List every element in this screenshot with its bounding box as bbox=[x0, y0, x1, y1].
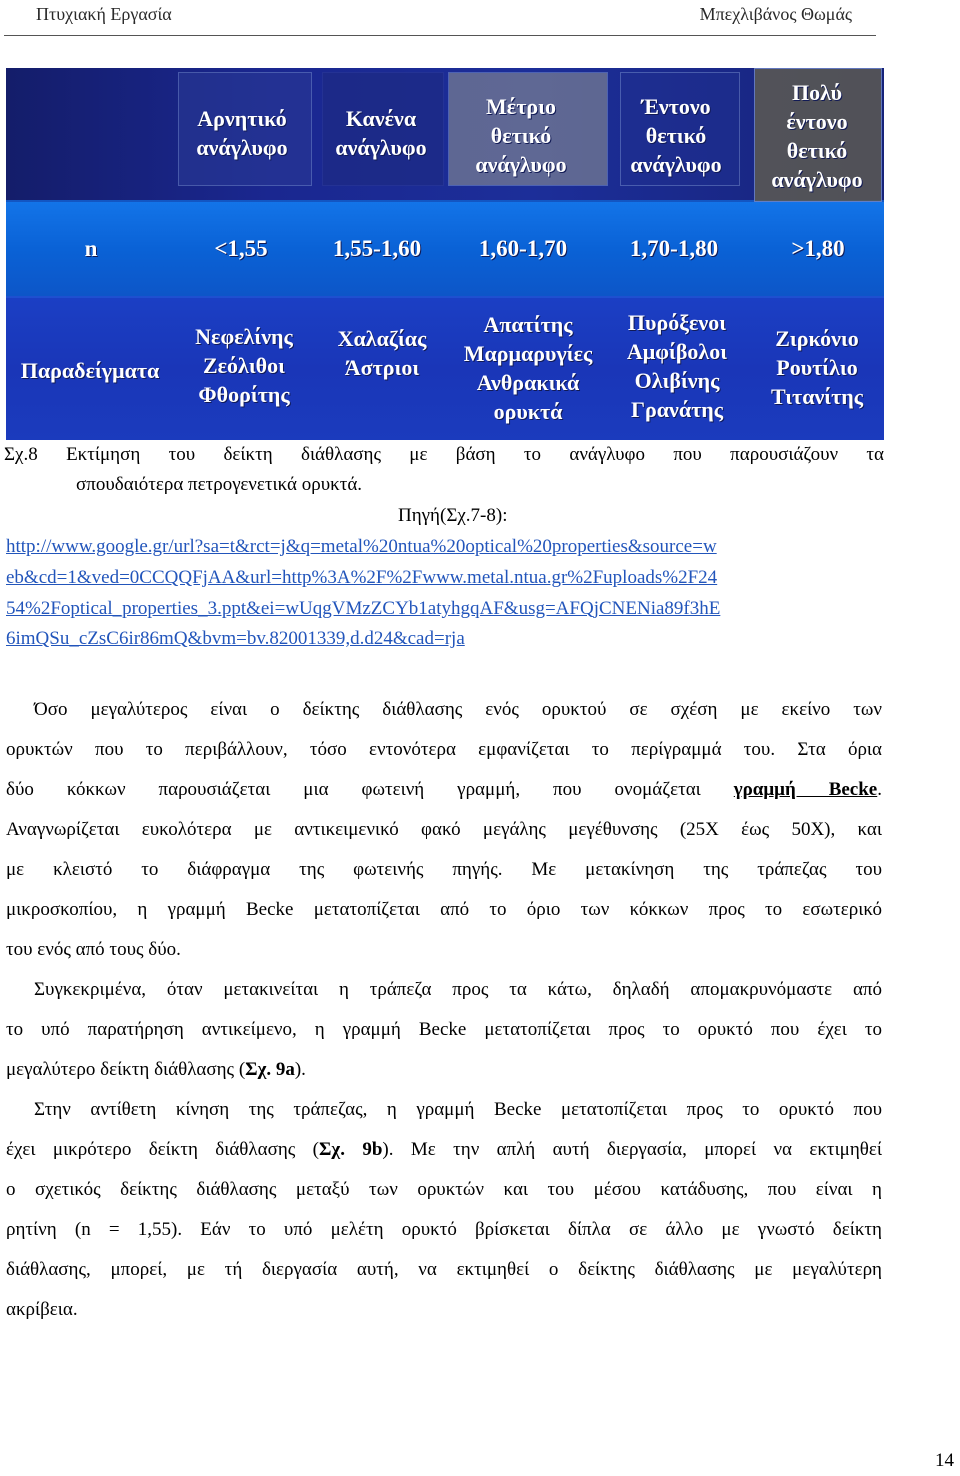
page-header bbox=[0, 0, 960, 36]
index-label: n bbox=[84, 236, 98, 261]
paragraph-stage-down: Συγκεκριμένα, όταν μετακινείται η τράπεζα προς τα κάτω, δηλαδή απομακρυνόμαστε από το υπό παρατήρηση αντικείμενο, η γραμμή Becke μετατοπίζεται προς το ορυκτό που έχει το μεγαλύτερο δείκτη διάθλασης (Σχ. 9a). bbox=[6, 979, 882, 1080]
header-rule bbox=[4, 35, 876, 36]
fig-ref: Σχ. 9b bbox=[319, 1139, 383, 1160]
figure-caption: Σχ.8 Εκτίμηση του δείκτη διάθλασης με βάση το ανάγλυφο που παρουσιάζουν τα bbox=[4, 444, 884, 465]
examples-list: Νεφελίνης Ζεόλιθοι Φθορίτης bbox=[195, 324, 293, 407]
figure-source: Πηγή(Σχ.7-8): bbox=[398, 505, 508, 526]
index-value: <1,55 bbox=[214, 236, 268, 261]
header-title: Πτυχιακή Εργασία bbox=[36, 4, 172, 24]
becke-line-term: γραμμή Becke bbox=[733, 779, 878, 800]
figure-band-index bbox=[6, 202, 884, 296]
examples-list: Πυρόξενοι Αμφίβολοι Ολιβίνης Γρανάτης bbox=[626, 310, 728, 422]
examples-list: Απατίτης Μαρμαρυγίες Ανθρακικά ορυκτά bbox=[463, 312, 593, 424]
source-link[interactable]: 54%2Foptical_properties_3.ppt&ei=wUqgVMzZCYb1atyhgqAF&usg=AFQjCNENia89f3hE bbox=[6, 598, 721, 619]
examples-list: Ζιρκόνιο Ρουτίλιο Τιτανίτης bbox=[770, 326, 864, 409]
index-value: 1,55-1,60 bbox=[332, 236, 422, 261]
relief-label: Πολύ έντονο θετικό ανάγλυφο bbox=[771, 80, 863, 192]
source-link[interactable]: eb&cd=1&ved=0CCQQFjAA&url=http%3A%2F%2Fwww.metal.ntua.gr%2Fuploads%2F24 bbox=[6, 567, 718, 588]
fig-ref: Σχ. 9a bbox=[245, 1059, 295, 1080]
paragraph-stage-up: Στην αντίθετη κίνηση της τράπεζας, η γραμμή Becke μετατοπίζεται προς το ορυκτό που έχει μικρότερο δείκτη διάθλασης (Σχ. 9b). Με την απλή αυτή διεργασία, μπορεί να εκτιμηθεί ο σχετικός δείκτης διάθλασης μεταξύ των ορυκτών και του μέσου κατάδυσης, που είναι η ρητίνη (n = 1,55). Εάν το υπό μελέτη ορυκτό βρίσκεται δίπλα σε άλλο με γνωστό δείκτη διάθλασης, μπορεί, με τή διεργασία αυτή, να εκτιμηθεί ο δείκτης διάθλασης με μεγαλύτερη ακρίβεια. bbox=[6, 1099, 882, 1320]
paragraph-becke-line: Όσο μεγαλύτερος είναι ο δείκτης διάθλασης ενός ορυκτού σε σχέση με εκείνο των ορυκτών που το περιβάλλουν, τόσο εντονότερα εμφανίζεται το περίγραμμά του. Στα όρια δύο κόκκων παρουσιάζεται μια φωτεινή γραμμή, που ονομάζεται γραμμή Becke. Αναγνωρίζεται ευκολότερα με αντικειμενικό φακό μεγάλης μεγέθυνσης (25Χ έως 50Χ), και με κλειστό το διάφραγμα της φωτεινής πηγής. Με μετακίνηση της τράπεζας του μικροσκοπίου, η γραμμή Becke μετατοπίζεται από το όριο των κόκκων προς το εσωτερικό του ενός από τους δύο. bbox=[6, 699, 882, 960]
relief-label: Κανένα ανάγλυφο bbox=[335, 106, 427, 160]
relief-figure bbox=[6, 68, 884, 440]
header-author: Μπεχλιβάνος Θωμάς bbox=[699, 4, 852, 24]
index-value: >1,80 bbox=[791, 236, 845, 261]
page-number: 14 bbox=[935, 1450, 954, 1471]
relief-label: Αρνητικό ανάγλυφο bbox=[196, 106, 288, 160]
source-link[interactable]: http://www.google.gr/url?sa=t&rct=j&q=metal%20ntua%20optical%20properties&source=w bbox=[6, 536, 717, 557]
relief-label: Μέτριο θετικό ανάγλυφο bbox=[475, 94, 567, 177]
source-link[interactable]: 6imQSu_cZsC6ir86mQ&bvm=bv.82001339,d.d24&cad=rja bbox=[6, 628, 465, 649]
index-value: 1,60-1,70 bbox=[478, 236, 568, 261]
examples-label: Παραδείγματα bbox=[20, 358, 160, 383]
relief-label: Έντονο θετικό ανάγλυφο bbox=[630, 94, 722, 177]
index-value: 1,70-1,80 bbox=[629, 236, 719, 261]
figure-caption-cont: σπουδαιότερα πετρογενετικά ορυκτά. bbox=[76, 474, 363, 495]
examples-list: Χαλαζίας Άστριοι bbox=[337, 326, 427, 380]
